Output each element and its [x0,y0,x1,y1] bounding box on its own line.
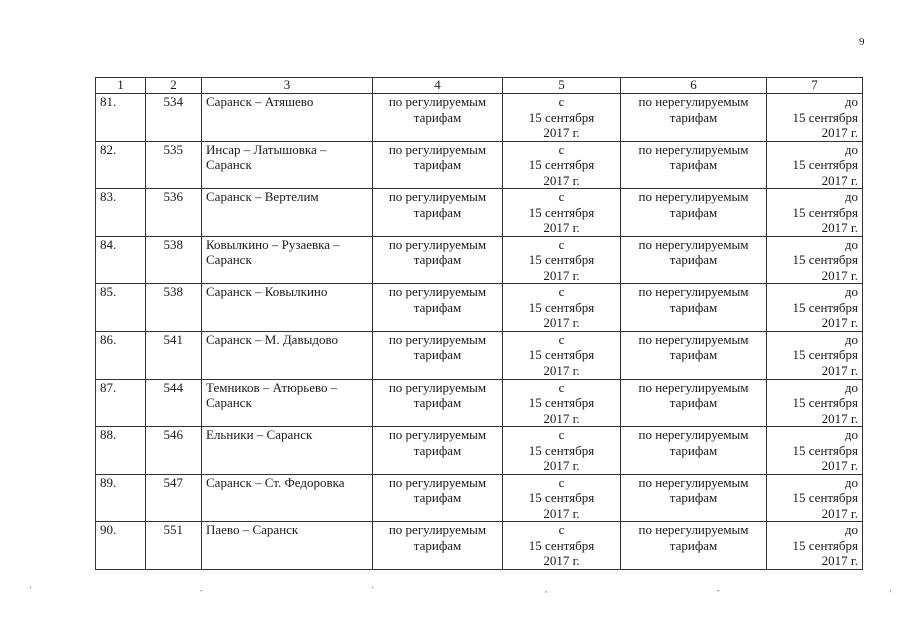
current-tariff-cell-line: по регулируемым [388,379,487,395]
route-number-cell: 544 [146,379,202,427]
route-name-cell: Ковылкино – Рузаевка – Саранск [202,236,373,284]
start-date-cell-line: 15 сентября [528,395,595,411]
current-tariff-cell [373,427,503,475]
end-date-cell-line: 2017 г. [821,553,858,569]
end-date-cell-line: 2017 г. [821,125,858,140]
current-tariff-cell [373,331,503,379]
new-tariff-cell-line: по нерегулируемым [638,189,749,205]
new-tariff-cell-line: тарифам [669,204,718,220]
route-number-cell: 535 [146,141,202,189]
end-date-cell-line: 2017 г. [821,458,858,474]
scan-mark: ' [30,585,32,594]
current-tariff-cell-line: тарифам [413,537,462,553]
route-number-cell: 547 [146,474,202,522]
end-date-cell-line: до [844,284,858,300]
start-date-cell-line: с [558,284,565,300]
end-date-cell-line: 2017 г. [821,172,858,188]
start-date-cell-line: 15 сентября [528,252,595,268]
start-date-cell [503,189,621,237]
start-date-cell-line: 2017 г. [543,267,580,283]
current-tariff-cell-line: по регулируемым [388,522,487,538]
route-name-cell: Саранск – Ст. Федоровка [202,474,373,522]
route-name-cell: Саранск – М. Давыдово [202,331,373,379]
new-tariff-cell-line: тарифам [669,537,718,553]
start-date-cell-line: 2017 г. [543,458,580,474]
new-tariff-cell-line: по нерегулируемым [638,141,749,157]
end-date-cell [767,141,863,189]
current-tariff-cell [373,474,503,522]
current-tariff-cell-line: тарифам [413,442,462,458]
current-tariff-cell [373,522,503,570]
current-tariff-cell-line: тарифам [413,157,462,173]
end-date-cell-line: 15 сентября [792,537,858,553]
start-date-cell-line: 15 сентября [528,537,595,553]
table-row [96,522,863,570]
end-date-cell-line: до [844,236,858,252]
start-date-cell-line: с [558,236,565,252]
start-date-cell-line: с [558,427,565,443]
new-tariff-cell-line: тарифам [669,109,718,125]
end-date-cell-line: до [844,474,858,490]
table-row [96,94,863,142]
start-date-cell [503,379,621,427]
end-date-cell-line: 2017 г. [821,362,858,378]
start-date-cell-line: 15 сентября [528,299,595,315]
new-tariff-cell [621,284,767,332]
new-tariff-cell [621,427,767,475]
end-date-cell-line: 2017 г. [821,267,858,283]
route-number-cell: 546 [146,427,202,475]
start-date-cell-line: 2017 г. [543,410,580,426]
new-tariff-cell-line: по нерегулируемым [638,427,749,443]
end-date-cell-line: 15 сентября [792,347,858,363]
end-date-cell-line: 15 сентября [792,252,858,268]
header-col-1: 1 [96,78,146,94]
new-tariff-cell-line: тарифам [669,157,718,173]
start-date-cell [503,474,621,522]
start-date-cell-line: 2017 г. [543,220,580,236]
end-date-cell-line: 2017 г. [821,220,858,236]
start-date-cell-line: с [558,379,565,395]
start-date-cell-line: 2017 г. [543,125,580,140]
new-tariff-cell-line: тарифам [669,252,718,268]
new-tariff-cell-line: тарифам [669,347,718,363]
end-date-cell-line: 15 сентября [792,395,858,411]
header-col-5: 5 [503,78,621,94]
table-row [96,427,863,475]
route-name-cell: Инсар – Латышовка – Саранск [202,141,373,189]
row-number-cell: 84. [96,236,146,284]
current-tariff-cell-line: тарифам [413,395,462,411]
header-col-3: 3 [202,78,373,94]
route-number-cell: 541 [146,331,202,379]
start-date-cell [503,284,621,332]
table-row [96,331,863,379]
new-tariff-cell-line: тарифам [669,395,718,411]
row-number-cell: 87. [96,379,146,427]
table-row [96,284,863,332]
current-tariff-cell-line: тарифам [413,347,462,363]
route-tariff-table [95,77,863,570]
route-name-cell: Ельники – Саранск [202,427,373,475]
end-date-cell-line: 2017 г. [821,315,858,331]
start-date-cell-line: 2017 г. [543,553,580,569]
scan-mark: , [545,585,547,594]
current-tariff-cell [373,236,503,284]
scan-mark: - [200,586,203,595]
start-date-cell-line: 15 сентября [528,490,595,506]
new-tariff-cell [621,331,767,379]
end-date-cell-line: 2017 г. [821,505,858,521]
new-tariff-cell-line: тарифам [669,490,718,506]
current-tariff-cell-line: по регулируемым [388,284,487,300]
route-name-cell: Саранск – Атяшево [202,94,373,142]
start-date-cell-line: 15 сентября [528,109,595,125]
new-tariff-cell-line: тарифам [669,442,718,458]
new-tariff-cell-line: по нерегулируемым [638,522,749,538]
end-date-cell-line: до [844,141,858,157]
end-date-cell-line: 15 сентября [792,299,858,315]
start-date-cell-line: с [558,141,565,157]
new-tariff-cell-line: по нерегулируемым [638,94,749,109]
start-date-cell-line: 2017 г. [543,362,580,378]
row-number-cell: 83. [96,189,146,237]
start-date-cell [503,427,621,475]
start-date-cell-line: 2017 г. [543,315,580,331]
row-number-cell: 89. [96,474,146,522]
start-date-cell-line: с [558,189,565,205]
row-number-cell: 88. [96,427,146,475]
new-tariff-cell-line: по нерегулируемым [638,331,749,347]
new-tariff-cell [621,94,767,142]
page-number: 9 [859,36,865,48]
current-tariff-cell [373,141,503,189]
current-tariff-cell [373,189,503,237]
start-date-cell [503,522,621,570]
new-tariff-cell-line: по нерегулируемым [638,379,749,395]
current-tariff-cell-line: по регулируемым [388,236,487,252]
end-date-cell [767,379,863,427]
route-number-cell: 538 [146,284,202,332]
current-tariff-cell-line: по регулируемым [388,331,487,347]
current-tariff-cell-line: тарифам [413,252,462,268]
header-col-6: 6 [621,78,767,94]
table-row [96,474,863,522]
table-row [96,236,863,284]
end-date-cell-line: до [844,331,858,347]
end-date-cell [767,284,863,332]
table-row [96,189,863,237]
end-date-cell-line: 15 сентября [792,204,858,220]
start-date-cell-line: 15 сентября [528,204,595,220]
start-date-cell-line: с [558,331,565,347]
start-date-cell-line: 15 сентября [528,157,595,173]
start-date-cell-line: с [558,522,565,538]
current-tariff-cell-line: тарифам [413,204,462,220]
end-date-cell-line: до [844,189,858,205]
start-date-cell [503,94,621,142]
route-number-cell: 538 [146,236,202,284]
route-name-cell: Темников – Атюрьево – Саранск [202,379,373,427]
scan-mark: ' [890,589,892,598]
row-number-cell: 81. [96,94,146,142]
row-number-cell: 85. [96,284,146,332]
end-date-cell [767,474,863,522]
current-tariff-cell-line: тарифам [413,299,462,315]
new-tariff-cell-line: по нерегулируемым [638,236,749,252]
end-date-cell [767,331,863,379]
end-date-cell-line: 15 сентября [792,109,858,125]
end-date-cell [767,427,863,475]
table-row [96,379,863,427]
end-date-cell-line: 15 сентября [792,157,858,173]
current-tariff-cell-line: по регулируемым [388,141,487,157]
end-date-cell [767,189,863,237]
route-name-cell: Саранск – Ковылкино [202,284,373,332]
end-date-cell-line: до [844,379,858,395]
start-date-cell [503,236,621,284]
new-tariff-cell [621,236,767,284]
end-date-cell [767,94,863,142]
start-date-cell-line: 2017 г. [543,505,580,521]
current-tariff-cell-line: по регулируемым [388,189,487,205]
end-date-cell [767,236,863,284]
current-tariff-cell [373,284,503,332]
start-date-cell-line: с [558,474,565,490]
row-number-cell: 82. [96,141,146,189]
header-col-7: 7 [767,78,863,94]
start-date-cell [503,331,621,379]
end-date-cell-line: до [844,427,858,443]
new-tariff-cell [621,474,767,522]
current-tariff-cell-line: тарифам [413,109,462,125]
start-date-cell-line: 2017 г. [543,172,580,188]
end-date-cell-line: до [844,94,858,109]
row-number-cell: 86. [96,331,146,379]
scan-mark: ' [372,585,374,594]
end-date-cell-line: 2017 г. [821,410,858,426]
current-tariff-cell [373,94,503,142]
row-number-cell: 90. [96,522,146,570]
header-col-4: 4 [373,78,503,94]
current-tariff-cell-line: по регулируемым [388,94,487,109]
route-number-cell: 551 [146,522,202,570]
table-row [96,141,863,189]
route-name-cell: Саранск – Вертелим [202,189,373,237]
header-col-2: 2 [146,78,202,94]
route-name-cell: Паево – Саранск [202,522,373,570]
start-date-cell-line: 15 сентября [528,347,595,363]
current-tariff-cell [373,379,503,427]
end-date-cell-line: 15 сентября [792,490,858,506]
end-date-cell-line: 15 сентября [792,442,858,458]
new-tariff-cell [621,522,767,570]
start-date-cell-line: с [558,94,565,109]
route-number-cell: 536 [146,189,202,237]
new-tariff-cell [621,379,767,427]
new-tariff-cell [621,189,767,237]
new-tariff-cell-line: по нерегулируемым [638,474,749,490]
new-tariff-cell-line: по нерегулируемым [638,284,749,300]
current-tariff-cell-line: тарифам [413,490,462,506]
start-date-cell [503,141,621,189]
new-tariff-cell-line: тарифам [669,299,718,315]
header-row [96,78,863,94]
start-date-cell-line: 15 сентября [528,442,595,458]
current-tariff-cell-line: по регулируемым [388,427,487,443]
scan-mark: - [717,586,720,595]
current-tariff-cell-line: по регулируемым [388,474,487,490]
end-date-cell [767,522,863,570]
end-date-cell-line: до [844,522,858,538]
route-number-cell: 534 [146,94,202,142]
new-tariff-cell [621,141,767,189]
